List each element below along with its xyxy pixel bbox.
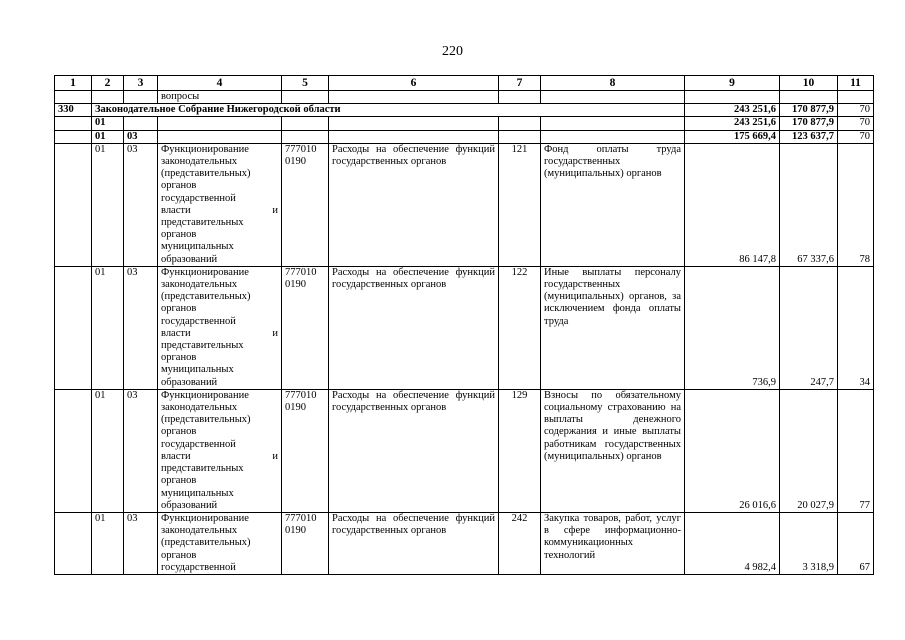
cell-percent: 67: [838, 512, 874, 574]
cell-org-code: 330: [55, 104, 92, 117]
cell-percent: 70: [838, 104, 874, 117]
cell-plan: 26 016,6: [685, 389, 780, 512]
cell-function: Функционирование законодательных (представительных) органов государственной власти и представительных органов муниципальных образований: [158, 389, 282, 512]
col-header: 7: [499, 76, 541, 91]
col-header: 9: [685, 76, 780, 91]
table-row: [55, 389, 874, 512]
col-header: 6: [329, 76, 499, 91]
cell-org-title: Законодательное Собрание Нижегородской области: [92, 104, 685, 117]
cell-expense-name: Расходы на обеспечение функций государственных органов: [329, 143, 499, 266]
cell-percent: 77: [838, 389, 874, 512]
cell-section: 01: [92, 117, 124, 130]
cell-type-name: Фонд оплаты труда государственных (муниципальных) органов: [541, 143, 685, 266]
cell-subsection: 03: [124, 130, 158, 143]
cell-actual: 3 318,9: [780, 512, 838, 574]
cell-section: 01: [92, 143, 124, 266]
cell-actual: 247,7: [780, 266, 838, 389]
cell-function: Функционирование законодательных (представительных) органов государственной власти и представительных органов муниципальных образований: [158, 266, 282, 389]
cell-type-code: 121: [499, 143, 541, 266]
cell-actual: 170 877,9: [780, 117, 838, 130]
col-header: 10: [780, 76, 838, 91]
cell-subsection: 03: [124, 143, 158, 266]
cell-subsection: 03: [124, 512, 158, 574]
col-header: 1: [55, 76, 92, 91]
col-header: 2: [92, 76, 124, 91]
cell-plan: 243 251,6: [685, 117, 780, 130]
cell-section: 01: [92, 130, 124, 143]
cell-function: Функционирование законодательных (представительных) органов государственной власти и представительных органов муниципальных образований: [158, 143, 282, 266]
cell-type-code: 129: [499, 389, 541, 512]
cell-actual: 20 027,9: [780, 389, 838, 512]
cell-function: Функционирование законодательных (представительных) органов государственной: [158, 512, 282, 574]
cell-percent: 34: [838, 266, 874, 389]
cell-percent: 70: [838, 130, 874, 143]
cell-target-code: 777010 0190: [282, 512, 329, 574]
table-row: [55, 266, 874, 389]
header-row: [55, 76, 874, 91]
cell-type-name: Закупка товаров, работ, услуг в сфере информационно-коммуникационных технологий: [541, 512, 685, 574]
table-row-section: [55, 117, 874, 130]
cell-plan: 86 147,8: [685, 143, 780, 266]
cell-actual: 170 877,9: [780, 104, 838, 117]
col-header: 11: [838, 76, 874, 91]
cell-function: вопросы: [158, 91, 282, 104]
cell-plan: 736,9: [685, 266, 780, 389]
cell-type-code: 122: [499, 266, 541, 389]
table-row-subsection: [55, 130, 874, 143]
cell-actual: 67 337,6: [780, 143, 838, 266]
cell-expense-name: Расходы на обеспечение функций государственных органов: [329, 512, 499, 574]
table-row-organization: [55, 104, 874, 117]
cell-target-code: 777010 0190: [282, 389, 329, 512]
cell-plan: 243 251,6: [685, 104, 780, 117]
cell-expense-name: Расходы на обеспечение функций государственных органов: [329, 266, 499, 389]
cell-subsection: 03: [124, 389, 158, 512]
cell-type-name: Иные выплаты персоналу государственных (муниципальных) органов, за исключением фонда оплаты труда: [541, 266, 685, 389]
cell-expense-name: Расходы на обеспечение функций государственных органов: [329, 389, 499, 512]
cell-target-code: 777010 0190: [282, 143, 329, 266]
cell-subsection: 03: [124, 266, 158, 389]
cell-percent: 70: [838, 117, 874, 130]
col-header: 5: [282, 76, 329, 91]
table-row-continuation: [55, 91, 874, 104]
cell-target-code: 777010 0190: [282, 266, 329, 389]
cell-type-code: 242: [499, 512, 541, 574]
cell-section: 01: [92, 266, 124, 389]
page-number: 220: [442, 44, 463, 59]
col-header: 8: [541, 76, 685, 91]
table-row: [55, 143, 874, 266]
cell-actual: 123 637,7: [780, 130, 838, 143]
col-header: 3: [124, 76, 158, 91]
budget-table: [54, 75, 874, 575]
cell-section: 01: [92, 512, 124, 574]
cell-plan: 4 982,4: [685, 512, 780, 574]
col-header: 4: [158, 76, 282, 91]
cell-percent: 78: [838, 143, 874, 266]
cell-section: 01: [92, 389, 124, 512]
cell-type-name: Взносы по обязательному социальному страхованию на выплаты денежного содержания и иные выплаты работникам государственных (муниципальных) органов: [541, 389, 685, 512]
table-row: [55, 512, 874, 574]
cell-plan: 175 669,4: [685, 130, 780, 143]
